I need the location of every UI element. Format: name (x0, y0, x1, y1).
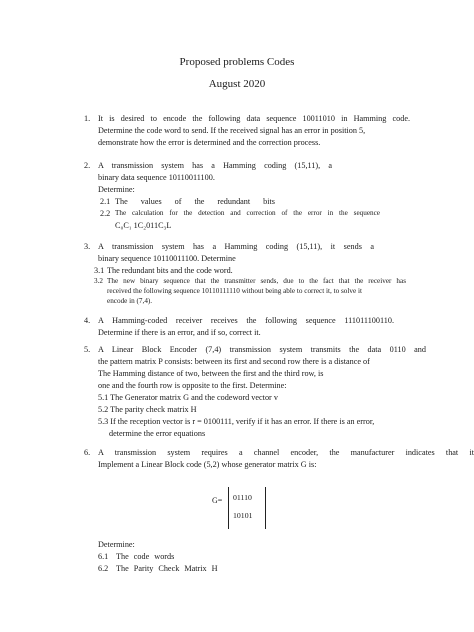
problem-line: determine the error equations (109, 429, 206, 438)
problem-line: binary sequence 10110011100. Determine (98, 254, 236, 263)
problem-line: binary data sequence 10110011100. (98, 173, 215, 182)
problem-line: The Hamming distance of two, between the first and the third row, is (98, 369, 324, 378)
subproblem-line: The Parity Check Matrix H (116, 564, 218, 573)
problem-line: demonstrate how the error is determined and the correction process. (98, 138, 321, 147)
subproblem-number: 3.2 (94, 277, 103, 285)
problem-line: A transmission system requires a channel encoder, the manufacturer indicates that it (98, 448, 474, 457)
problem-line: A transmission system has a Hamming coding (15,11), it sends a (98, 242, 374, 251)
subproblem-line: The new binary sequence that the transmitter sends, due to the fact that the receiver has (107, 277, 406, 285)
problem-line: A Hamming-coded receiver receives the following sequence 111011100110. (98, 316, 394, 325)
problem-line: the pattern matrix P consists: between its first and second row there is a distance of (98, 357, 370, 366)
determine-label: Determine: (98, 540, 135, 549)
subproblem-number: 6.1 (98, 552, 109, 561)
subproblem-line: The code words (116, 552, 175, 561)
problem-number: 4. (84, 316, 91, 325)
problem-line: A Linear Block Encoder (7,4) transmission system transmits the data 0110 and (98, 345, 426, 354)
problem-line: 5.1 The Generator matrix G and the codeword vector v (98, 393, 278, 402)
problem-line: Determine if there is an error, and if so, correct it. (98, 328, 261, 337)
subproblem-line: The redundant bits and the code word. (107, 266, 233, 275)
subproblem-line: C₀C₁ 1C₂011C₃L (115, 221, 172, 230)
subproblem-line: encode in (7,4). (107, 297, 153, 305)
problem-line: 5.2 The parity check matrix H (98, 405, 197, 414)
problem-line: It is desired to encode the following data sequence 10011010 in Hamming code. (98, 114, 410, 123)
subproblem-number: 2.1 (100, 197, 111, 206)
matrix-label: G= (212, 496, 223, 505)
problem-line: Determine the code word to send. If the received signal has an error in position 5, (98, 126, 366, 135)
generator-matrix (228, 487, 266, 529)
problem-line: one and the fourth row is opposite to the first. Determine: (98, 381, 287, 390)
subproblem-number: 2.2 (100, 209, 111, 218)
subproblem-number: 6.2 (98, 564, 109, 573)
matrix-row: 01110 (233, 493, 252, 502)
document-title: Proposed problems Codes (179, 56, 295, 68)
problem-line: A transmission system has a Hamming coding (15,11), a (98, 161, 332, 170)
problem-number: 3. (84, 242, 91, 251)
subproblem-line: The calculation for the detection and correction of the error in the sequence (115, 209, 380, 217)
problem-line: Implement a Linear Block code (5,2) whose generator matrix G is: (98, 460, 317, 469)
problem-number: 2. (84, 161, 91, 170)
problem-number: 5. (84, 345, 91, 354)
problem-line: Determine: (98, 185, 135, 194)
problem-number: 6. (84, 448, 91, 457)
subproblem-line: The values of the redundant bits (115, 197, 275, 206)
document-date: August 2020 (208, 78, 266, 90)
matrix-row: 10101 (233, 511, 253, 520)
problem-line: 5.3 If the reception vector is r = 0100111, verify if it has an error. If there is an error, (98, 417, 375, 426)
subproblem-number: 3.1 (94, 266, 105, 275)
problem-number: 1. (84, 114, 91, 123)
subproblem-line: received the following sequence 10110111110 without being able to correct it, to solve it (107, 287, 362, 295)
